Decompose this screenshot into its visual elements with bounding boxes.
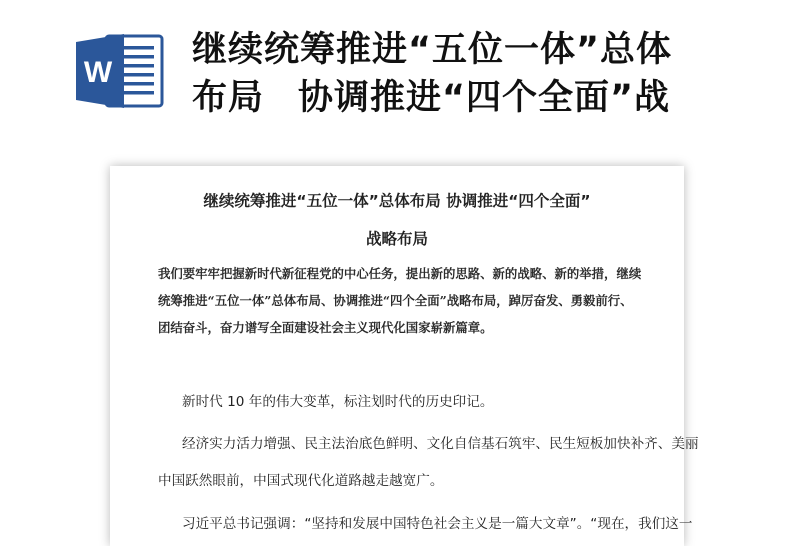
banner-title-line-1: 继续统筹推进“五位一体”总体	[192, 30, 673, 70]
banner-header	[0, 0, 800, 140]
banner-title-line-2a: 布局	[192, 78, 265, 118]
abstract-line: 我们要牢牢把握新时代新征程党的中心任务，提出新的思路、新的战略、新的举措，继续	[158, 266, 642, 281]
word-document-icon	[76, 32, 168, 110]
banner-title	[192, 26, 792, 122]
document-abstract	[158, 260, 640, 341]
abstract-line: 团结奋斗，奋力谱写全面建设社会主义现代化国家崭新篇章。	[158, 320, 493, 335]
abstract-line: 统筹推进“五位一体”总体布局、协调推进“四个全面”战略布局，踔厉奋发、勇毅前行、	[158, 293, 633, 308]
document-title-line-1: 继续统筹推进“五位一体”总体布局 协调推进“四个全面”	[203, 192, 591, 210]
word-icon-letter: W	[83, 56, 113, 89]
document-page	[110, 166, 699, 546]
document-title-line-2: 战略布局	[365, 230, 428, 248]
body-paragraph-2-line-1: 经济实力活力增强、民主法治底色鲜明、文化自信基石筑牢、民生短板加快补齐、美丽	[182, 436, 699, 452]
body-paragraph-2-line-2: 中国跃然眼前，中国式现代化道路越走越宽广。	[158, 473, 444, 489]
banner-title-line-2	[192, 74, 792, 122]
banner-title-line-2b: 协调推进“四个全面”战	[298, 78, 671, 118]
body-paragraph-3: 习近平总书记强调：“坚持和发展中国特色社会主义是一篇大文章”。“现在，我们这一	[182, 516, 693, 532]
document-title	[110, 182, 684, 258]
body-paragraph-1: 新时代 10 年的伟大变革，标注划时代的历史印记。	[182, 394, 494, 410]
